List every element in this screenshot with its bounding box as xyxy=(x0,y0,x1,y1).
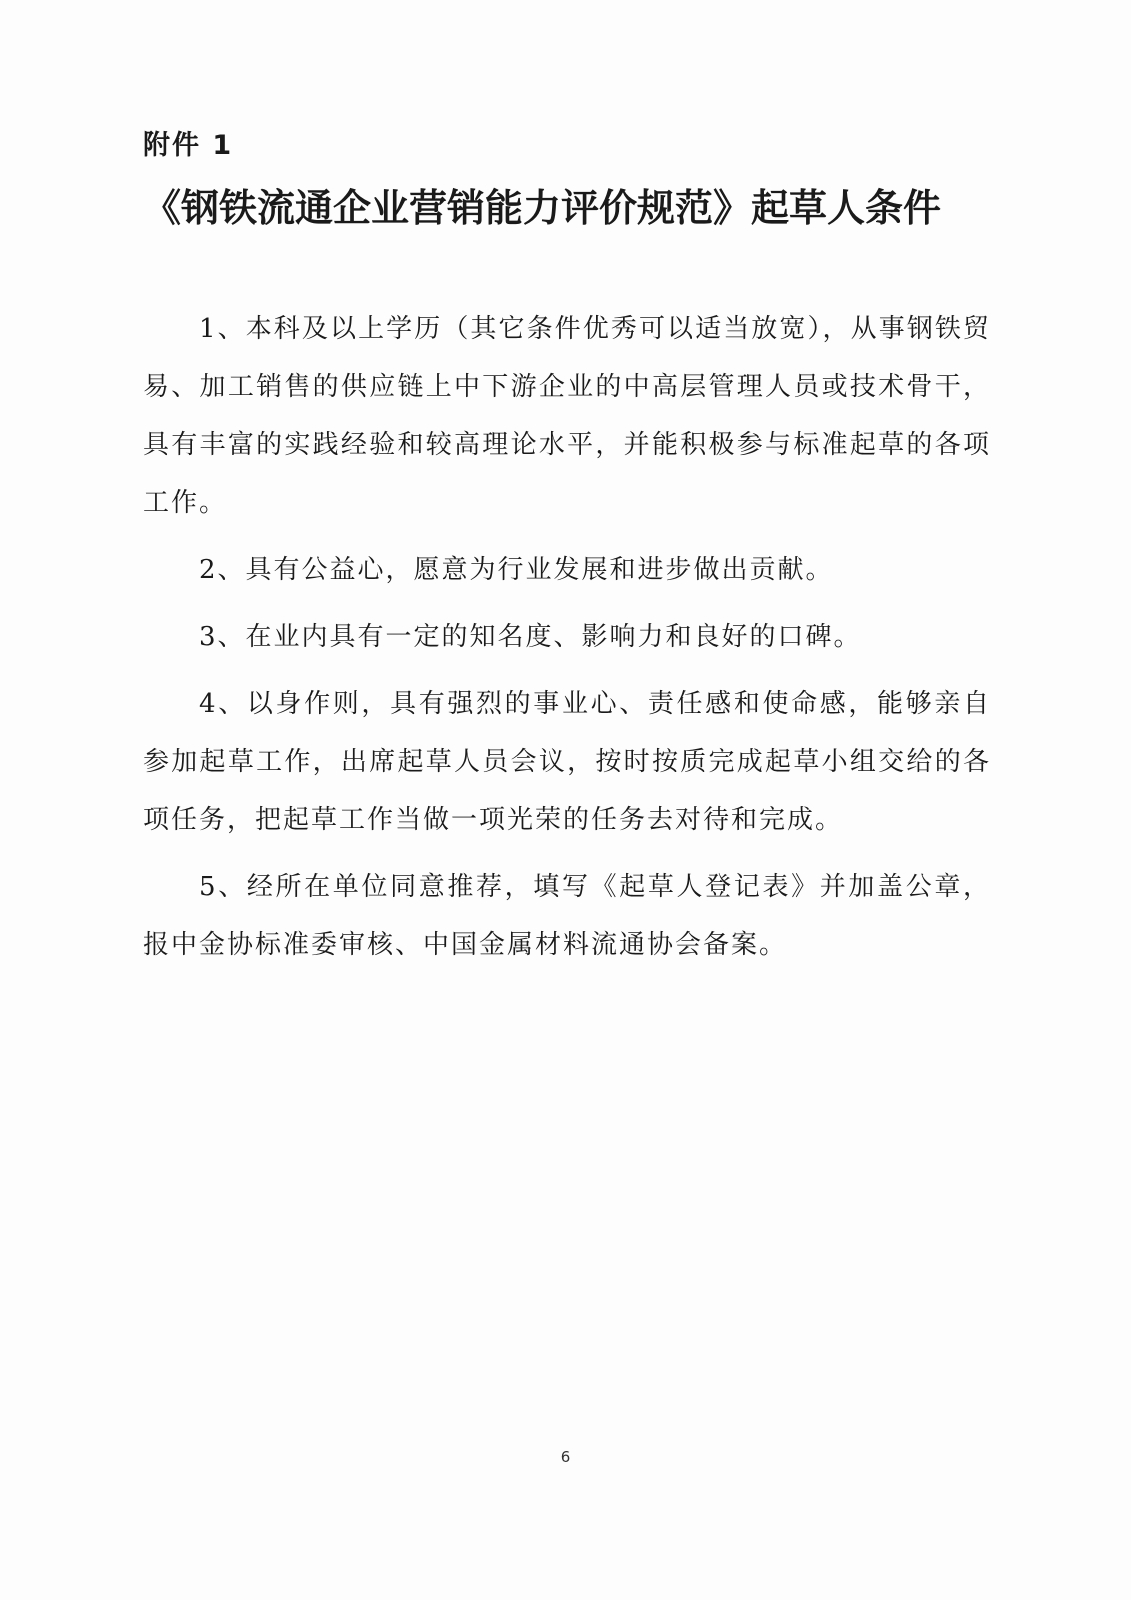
requirement-paragraph-1: 1、本科及以上学历（其它条件优秀可以适当放宽），从事钢铁贸易、加工销售的供应链上中下游企业的中高层管理人员或技术骨干，具有丰富的实践经验和较高理论水平，并能积极参与标准起草的各项工作。 xyxy=(143,314,991,518)
requirement-paragraph-4: 4、以身作则，具有强烈的事业心、责任感和使命感，能够亲自参加起草工作，出席起草人员会议，按时按质完成起草小组交给的各项任务，把起草工作当做一项光荣的任务去对待和完成。 xyxy=(143,689,991,835)
document-body xyxy=(143,300,991,983)
page-number: 6 xyxy=(560,1448,571,1466)
requirement-paragraph-2: 2、具有公益心，愿意为行业发展和进步做出贡献。 xyxy=(199,555,834,585)
document-title: 《钢铁流通企业营销能力评价规范》起草人条件 xyxy=(143,186,942,230)
requirement-paragraph-3: 3、在业内具有一定的知名度、影响力和良好的口碑。 xyxy=(199,622,862,652)
requirement-paragraph-5: 5、经所在单位同意推荐，填写《起草人登记表》并加盖公章，报中金协标准委审核、中国金属材料流通协会备案。 xyxy=(143,872,991,960)
attachment-label: 附件 1 xyxy=(143,130,234,161)
